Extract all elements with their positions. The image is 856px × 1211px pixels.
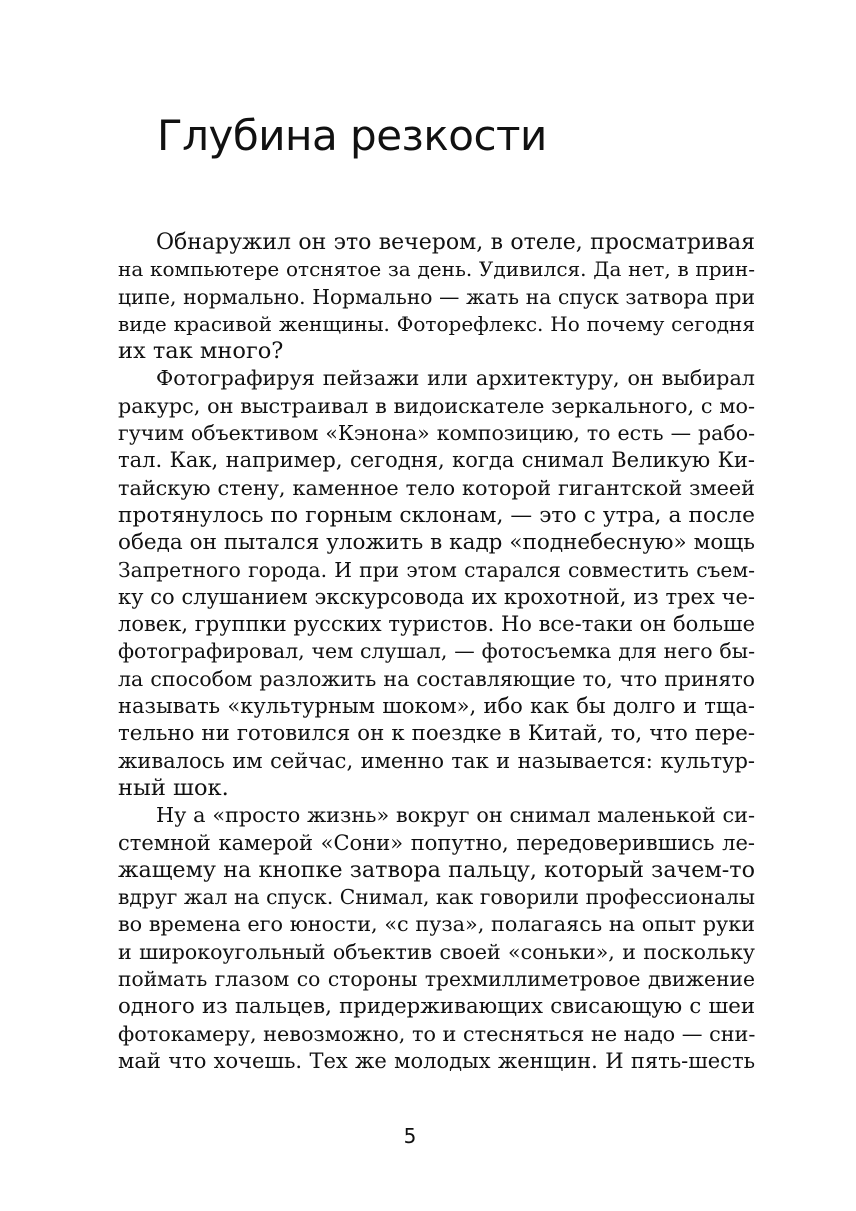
- text-line: во времена его юности, «с пуза», полагаясь на опыт руки: [118, 912, 755, 937]
- page-number: 5: [403, 1124, 417, 1148]
- text-line: Ну а «просто жизнь» вокруг он снимал маленькой си-: [156, 803, 755, 828]
- text-line: их так много?: [118, 338, 284, 365]
- body-text: [118, 229, 755, 1075]
- text-line: ку со слушанием экскурсовода их крохотной, из трех че-: [118, 584, 755, 609]
- text-line: вдруг жал на спуск. Снимал, как говорили профессионалы: [118, 885, 755, 910]
- text-line: одного из пальцев, придерживающих свисающую с шеи: [118, 994, 755, 1020]
- text-line: тал. Как, например, сегодня, когда снимал Великую Ки-: [118, 448, 755, 473]
- text-line: май что хочешь. Тех же молодых женщин. И пять-шесть: [118, 1048, 755, 1073]
- text-line: фотографировал, чем слушал, — фотосъемка для него бы-: [118, 639, 755, 664]
- text-line: Обнаружил он это вечером, в отеле, просматривая: [156, 230, 755, 255]
- chapter-title: Глубина резкости: [157, 111, 547, 160]
- text-line: виде красивой женщины. Фоторефлекс. Но почему сегодня: [118, 311, 755, 336]
- text-line: фотокамеру, невозможно, то и стесняться не надо — сни-: [118, 1021, 755, 1046]
- text-line: ципе, нормально. Нормально — жать на спуск затвора при: [118, 284, 755, 309]
- text-line: жащему на кнопке затвора пальцу, который зачем-то: [118, 856, 755, 883]
- text-line: Запретного города. И при этом старался совместить съем-: [118, 557, 755, 582]
- text-line: ракурс, он выстраивал в видоискателе зеркального, с мо-: [118, 393, 755, 418]
- text-line: и широкоугольный объектив своей «соньки», и поскольку: [118, 939, 755, 964]
- text-line: протянулось по горным склонам, — это с утра, а после: [118, 502, 755, 528]
- text-line: обеда он пытался уложить в кадр «поднебесную» мощь: [118, 530, 755, 556]
- text-line: ла способом разложить на составляющие то, что принято: [118, 666, 755, 691]
- text-line: Фотографируя пейзажи или архитектуру, он выбирал: [156, 366, 755, 391]
- text-line: называть «культурным шоком», ибо как бы долго и тща-: [118, 694, 755, 719]
- text-line: гучим объективом «Кэнона» композицию, то есть — рабо-: [118, 421, 755, 446]
- text-line: ловек, группки русских туристов. Но все-таки он больше: [118, 612, 755, 637]
- text-line: стемной камерой «Сони» попутно, передоверившись ле-: [118, 830, 755, 855]
- text-line: живалось им сейчас, именно так и называется: культур-: [118, 748, 755, 773]
- text-line: тельно ни готовился он к поездке в Китай, то, что пере-: [118, 721, 755, 747]
- text-line: ный шок.: [118, 774, 229, 801]
- text-line: поймать глазом со стороны трехмиллиметровое движение: [118, 967, 755, 992]
- text-line: тайскую стену, каменное тело которой гигантской змеей: [118, 475, 755, 500]
- text-line: на компьютере отснятое за день. Удивился. Да нет, в прин-: [118, 257, 755, 282]
